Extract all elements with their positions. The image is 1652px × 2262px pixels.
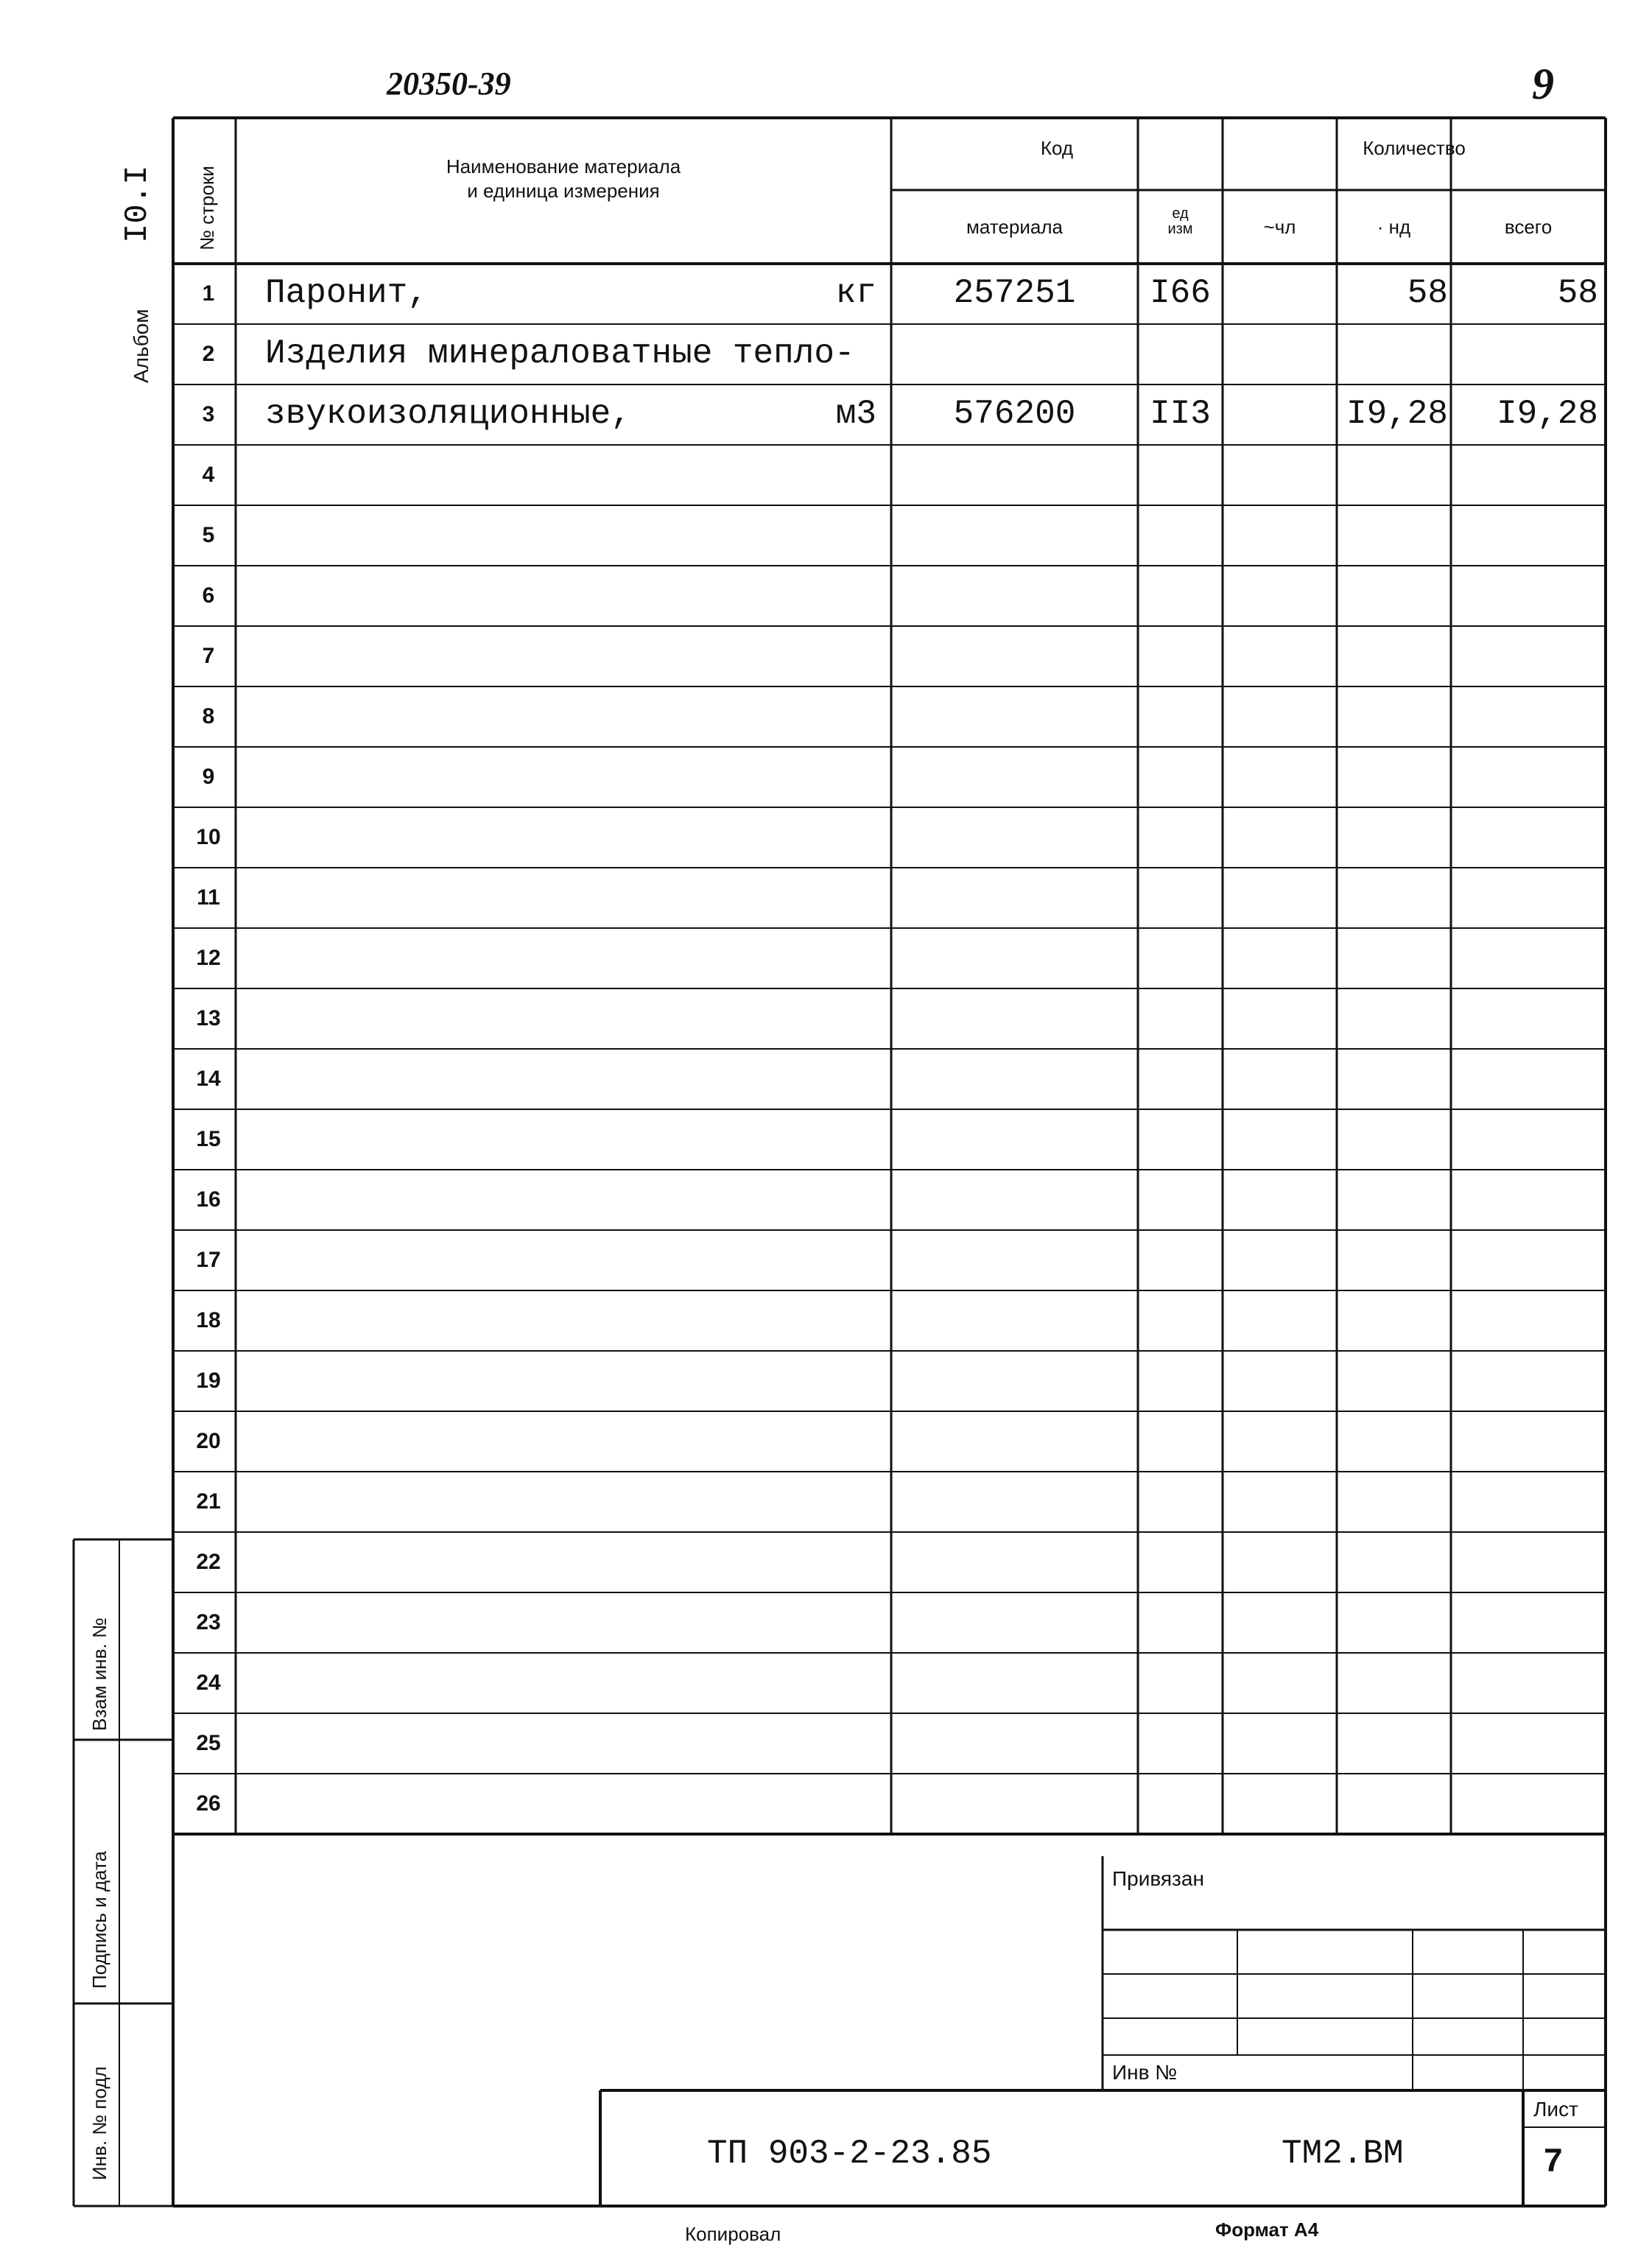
copied-label: Копировал: [685, 2223, 781, 2245]
album-label: Альбом: [130, 309, 152, 383]
unit-code: I66: [1150, 274, 1211, 312]
unit-of-measure: м3: [835, 395, 876, 433]
row-number: 12: [196, 946, 221, 970]
col-header-code: Код: [1040, 137, 1074, 159]
row-number: 25: [196, 1731, 221, 1755]
row-number: 9: [202, 765, 215, 789]
material-name: Изделия минераловатные тепло-: [265, 334, 855, 373]
row-number: 7: [202, 644, 215, 668]
row-number: 6: [202, 583, 215, 608]
row-number: 18: [196, 1308, 221, 1332]
col-header-qty-a: ~чл: [1263, 216, 1296, 238]
document-code: ТМ2.ВМ: [1282, 2135, 1404, 2173]
format-label: Формат А4: [1215, 2219, 1319, 2241]
unit-of-measure: кг: [835, 274, 876, 312]
col-header-name: Наименование материала и единица измерения: [446, 155, 681, 202]
material-name: звукоизоляционные,: [265, 395, 631, 433]
col-header-row-number: № строки: [196, 166, 218, 250]
row-number: 22: [196, 1550, 221, 1574]
list-label: Лист: [1533, 2098, 1578, 2121]
col-header-qty-b: · нд: [1377, 216, 1411, 238]
document-designation: ТП 903-2-23.85: [707, 2135, 992, 2173]
row-number: 11: [197, 885, 220, 910]
col-header-quantity: Количество: [1363, 137, 1466, 159]
row-number: 26: [196, 1791, 221, 1816]
col-header-unit-code: ед изм: [1167, 206, 1193, 237]
unit-code: II3: [1150, 395, 1211, 433]
page-number: 9: [1532, 60, 1554, 108]
field-inv-podl: Инв. № подл: [88, 2066, 110, 2180]
row-number: 4: [202, 463, 215, 487]
field-podpis-data: Подпись и дата: [88, 1850, 110, 1989]
col-header-material-code: материала: [966, 216, 1063, 238]
privyazan-label: Привязан: [1112, 1867, 1204, 1890]
document-id: 20350-39: [387, 66, 511, 102]
row-number: 3: [202, 402, 215, 426]
inv-no-label: Инв №: [1112, 2061, 1178, 2084]
row-number: 8: [202, 704, 215, 728]
album-number: I0.I: [119, 165, 156, 243]
row-number: 13: [196, 1006, 221, 1030]
quantity-total: 58: [1557, 274, 1598, 312]
row-number: 19: [196, 1369, 221, 1393]
material-code: 576200: [953, 395, 1076, 433]
row-number: 14: [196, 1067, 221, 1091]
quantity-b: I9,28: [1346, 395, 1448, 433]
row-number: 17: [196, 1248, 221, 1272]
row-number: 15: [196, 1127, 221, 1151]
row-number: 1: [202, 281, 215, 306]
row-number: 5: [202, 523, 215, 547]
quantity-b: 58: [1407, 274, 1448, 312]
material-code: 257251: [953, 274, 1076, 312]
col-header-qty-total: всего: [1504, 216, 1553, 238]
row-number: 24: [196, 1671, 221, 1695]
row-number: 23: [196, 1610, 221, 1634]
material-name: Паронит,: [265, 274, 428, 312]
field-vzam-inv: Взам инв. №: [88, 1618, 110, 1731]
row-number: 21: [196, 1489, 221, 1514]
row-number: 20: [196, 1429, 221, 1453]
row-number: 2: [202, 342, 215, 366]
quantity-total: I9,28: [1496, 395, 1598, 433]
list-number: 7: [1543, 2143, 1564, 2182]
row-number: 16: [196, 1187, 221, 1212]
row-number: 10: [196, 825, 221, 849]
